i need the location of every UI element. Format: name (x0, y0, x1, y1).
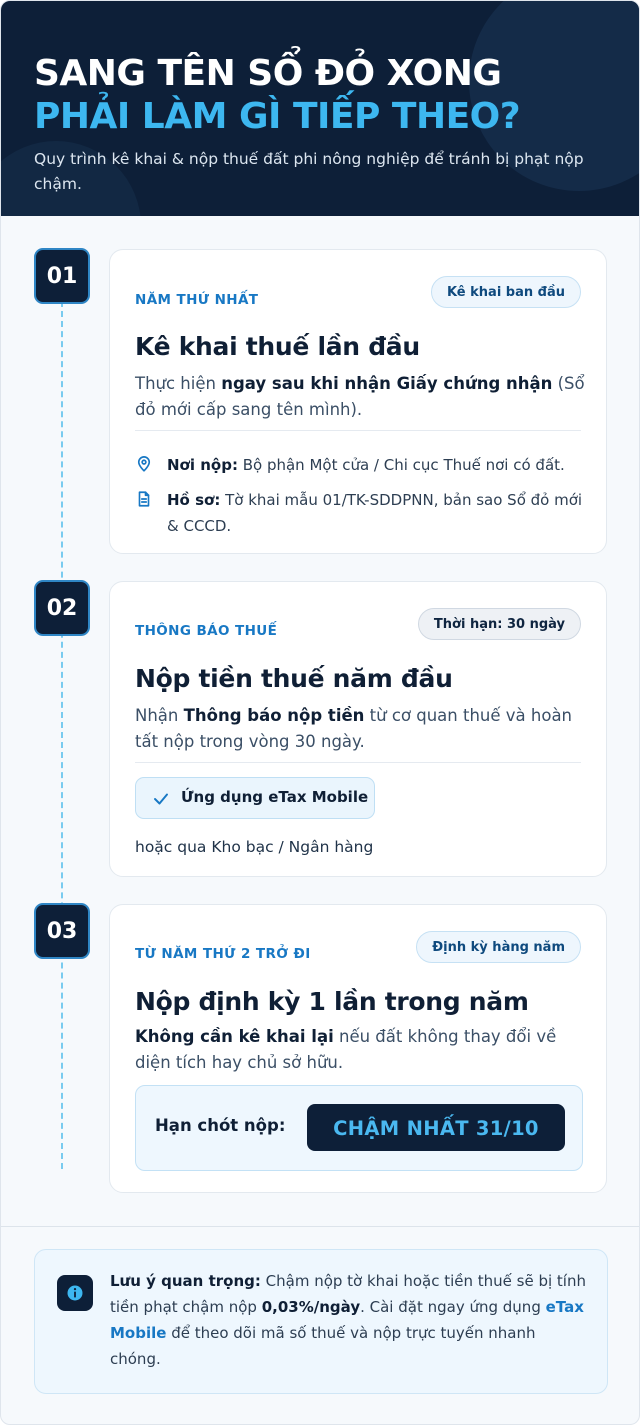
divider (135, 430, 581, 431)
step-title: Nộp tiền thuế năm đầu (135, 664, 453, 693)
app-chip-label: Ứng dụng eTax Mobile (181, 788, 369, 806)
page-title-line1: SANG TÊN SỔ ĐỎ XONG (34, 53, 502, 94)
step-eyebrow: TỪ NĂM THỨ 2 TRỞ ĐI (135, 946, 311, 962)
deadline-value: CHẬM NHẤT 31/10 (307, 1104, 565, 1151)
step-tag-pill: Kê khai ban đầu (431, 276, 581, 308)
step-description: Thực hiện ngay sau khi nhận Giấy chứng nhận (Sổ đỏ mới cấp sang tên mình). (135, 374, 585, 419)
step-title: Kê khai thuế lần đầu (135, 332, 420, 361)
etax-app-chip (135, 777, 375, 819)
page-title-line2: PHẢI LÀM GÌ TIẾP THEO? (34, 96, 521, 137)
step-description: Nhận Thông báo nộp tiền từ cơ quan thuế và hoàn tất nộp trong vòng 30 ngày. (135, 706, 573, 751)
step-card-1 (109, 249, 607, 554)
step-number-badge: 01 (34, 248, 90, 304)
step-title: Nộp định kỳ 1 lần trong năm (135, 987, 529, 1016)
step-eyebrow: NĂM THỨ NHẤT (135, 292, 259, 308)
section-divider (1, 1226, 639, 1227)
divider (135, 762, 581, 763)
document-icon (135, 490, 153, 508)
step-tag-pill: Định kỳ hàng năm (416, 931, 581, 963)
notice-text: Lưu ý quan trọng: Chậm nộp tờ khai hoặc tiền thuế sẽ bị tính tiền phạt chậm nộp 0,03%/ngày. Cài đặt ngay ứng dụng eTax Mobile để theo dõi mã số thuế và nộp trực tuyến nhanh chóng. (110, 1272, 586, 1368)
step-number-badge: 02 (34, 580, 90, 636)
deadline-label: Hạn chót nộp: (155, 1116, 286, 1135)
important-notice (34, 1249, 608, 1394)
map-pin-icon (135, 455, 153, 473)
step-card-3 (109, 904, 607, 1193)
deadline-panel (135, 1085, 583, 1171)
page-subtitle: Quy trình kê khai & nộp thuế đất phi nông nghiệp để tránh bị phạt nộp chậm. (34, 150, 584, 193)
step-tag-pill: Thời hạn: 30 ngày (418, 608, 581, 640)
info-row-location: Nơi nộp: Bộ phận Một cửa / Chi cục Thuế nơi có đất. (135, 452, 590, 478)
header-banner (1, 1, 639, 216)
info-row-documents: Hồ sơ: Tờ khai mẫu 01/TK-SDDPNN, bản sao Sổ đỏ mới & CCCD. (135, 487, 590, 539)
alternative-payment-note: hoặc qua Kho bạc / Ngân hàng (135, 838, 374, 856)
step-eyebrow: THÔNG BÁO THUẾ (135, 623, 278, 639)
step-description: Không cần kê khai lại nếu đất không thay đổi về diện tích hay chủ sở hữu. (135, 1027, 557, 1072)
info-icon (57, 1275, 93, 1311)
timeline-rail (61, 301, 63, 1169)
step-number-badge: 03 (34, 903, 90, 959)
step-card-2 (109, 581, 607, 877)
checkmark-icon (152, 790, 170, 808)
